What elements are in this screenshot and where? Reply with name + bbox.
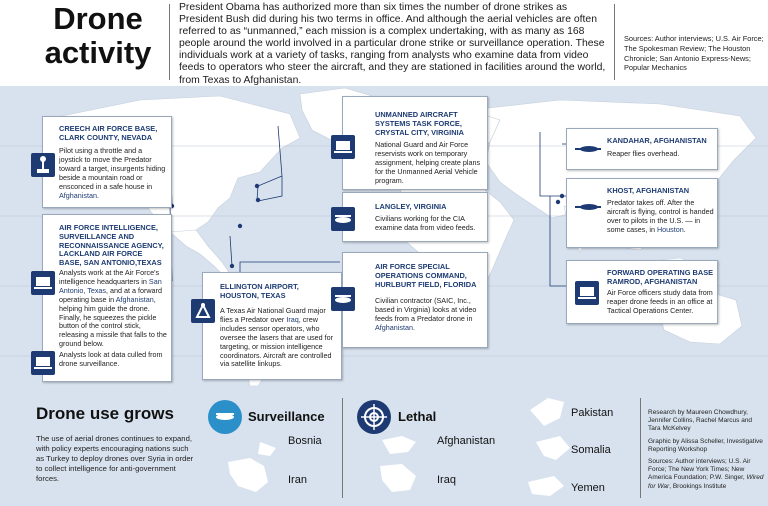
text-part: , helping him guide the drone. Finally, he squeezes the pickle button of the control stick, releasing a missile that falls to the ground below. — [59, 294, 167, 349]
location-title: KANDAHAR, AFGHANISTAN — [607, 136, 707, 145]
page-title — [28, 2, 168, 70]
world-map — [0, 86, 768, 392]
country-shapes — [372, 436, 438, 500]
location-text-extra: Analysts look at data culled from drone surveillance. — [59, 350, 163, 368]
afghanistan-link[interactable]: Afghanistan — [59, 190, 97, 200]
joystick-icon — [31, 153, 55, 177]
country-afghanistan: Afghanistan — [437, 435, 496, 447]
location-text: Reaper flies overhead. — [607, 149, 680, 158]
lethal-label: Lethal — [398, 409, 437, 424]
divider — [614, 4, 615, 80]
location-card-khost — [566, 178, 718, 248]
credits-sources — [648, 458, 766, 491]
location-title: UNMANNED AIRCRAFT SYSTEMS TASK FORCE, CRYSTAL CITY, VIRGINIA — [375, 110, 464, 137]
drone-icon — [331, 207, 355, 231]
laptop-icon — [31, 271, 55, 295]
location-card-langley — [342, 192, 488, 242]
location-title: AIR FORCE SPECIAL OPERATIONS COMMAND, HURLBURT FIELD, FLORIDA — [375, 262, 477, 289]
country-iran: Iran — [288, 474, 307, 486]
location-title: AIR FORCE INTELLIGENCE, SURVEILLANCE AND RECONNAISSANCE AGENCY, LACKLAND AIR FORCE BASE, SAN ANTONIO,TEXAS — [59, 223, 164, 268]
country-somalia: Somalia — [571, 444, 611, 456]
text-part: Civilian contractor (SAIC, Inc., based in Virginia) looks at video feeds from a Predator drone in — [375, 296, 477, 323]
country-yemen: Yemen — [571, 482, 605, 494]
text-part: A Texas Air National Guard major flies a Predator over — [220, 306, 326, 324]
country-shapes — [222, 442, 292, 498]
country-bosnia: Bosnia — [288, 435, 322, 447]
laptop-icon — [31, 351, 55, 375]
text-part: Sources: Author interviews; U.S. Air Force; The New York Times; New America Foundation; P.W. Singer, — [648, 458, 751, 482]
text-part: Predator takes off. After the aircraft is flying, control is handed over to pilots in the U.S. — in some cases, in — [607, 198, 714, 234]
location-text — [607, 199, 715, 235]
location-title: ELLINGTON AIRPORT, HOUSTON, TEXAS — [220, 282, 299, 300]
location-title: CREECH AIR FORCE BASE, CLARK COUNTY, NEVADA — [59, 124, 158, 142]
crosshair-icon — [357, 400, 391, 434]
location-title: FORWARD OPERATING BASE RAMROD, AFGHANISTAN — [607, 268, 714, 286]
iraq-link[interactable]: Iraq — [286, 314, 299, 324]
location-card-kandahar — [566, 128, 718, 170]
location-title: LANGLEY, VIRGINIA — [375, 202, 447, 211]
text-part: , Brookings Institute — [669, 482, 727, 490]
location-title: KHOST, AFGHANISTAN — [607, 186, 690, 195]
location-text — [59, 269, 167, 349]
section-title: Drone use grows — [36, 404, 174, 423]
satellite-dish-icon — [191, 299, 215, 323]
text-part: . — [96, 190, 99, 200]
drone-use-section — [0, 392, 768, 506]
surveillance-label: Surveillance — [248, 409, 325, 424]
location-card-hurlburt — [342, 252, 488, 348]
credits-research: Research by Maureen Chowdhury, Jennifer Collins, Rachel Marcus and Tara McKelvey — [648, 409, 753, 433]
title-line-1: Drone — [53, 1, 143, 36]
text-part: Analysts work at the Air Force's intelligence headquarters in — [59, 268, 160, 286]
divider — [342, 398, 343, 498]
title-line-2: activity — [44, 35, 152, 70]
credits-graphic: Graphic by Alissa Scheller, Investigative Reporting Workshop — [648, 437, 763, 453]
afghanistan-link[interactable]: Afghanistan — [375, 322, 413, 332]
location-text — [220, 307, 338, 369]
location-text: Air Force officers study data from reaper drone feeds in an office at Tactical Operations Center. — [607, 288, 713, 315]
intro-text: President Obama has authorized more than six times the number of drone strikes as President Bush did during his two terms in office. And although the aerial vehicles are often referred to as “unmanned,” each mission is a complex undertaking, with as many as 168 people around the world involved in a particular drone strike or surveillance operation. These individuals work at a variety of tasks, ranging from analysts who examine data from video feeds to operators who steer the aircraft, and they are stationed in facilities around the world, from Texas to Afghanistan. — [179, 2, 606, 86]
header — [0, 0, 768, 86]
location-card-ramrod — [566, 260, 718, 324]
location-text — [59, 147, 167, 200]
laptop-icon — [575, 281, 599, 305]
country-iraq: Iraq — [437, 474, 456, 486]
afghanistan-link[interactable]: Afghanistan — [115, 294, 154, 304]
text-part: . — [412, 322, 415, 332]
drone-icon — [331, 287, 355, 311]
text-part: Pilot using a throttle and a joystick to move the Predator toward a target, insurgents hiding beside a mountain road or ensconced in a safe house in — [59, 146, 166, 191]
sources-text: Sources: Author interviews; U.S. Air Force; The Spokesman Review; The Houston Chronicle; San Antonio Express-News; Popular Mechanics — [624, 34, 764, 73]
location-card-creech — [42, 116, 172, 208]
divider — [640, 398, 641, 498]
location-card-ellington — [202, 272, 342, 380]
book-title: Wired for War — [648, 474, 764, 490]
text-part: , crew includes sensor operators, who oversee the lasers that are used for targeting, or mission intelligence coordinators. Aircraft are controlled via satellite linkups. — [220, 314, 334, 369]
location-text: Civilians working for the CIA examine data from video feeds. — [375, 214, 476, 232]
san-antonio-link[interactable]: San Antonio, Texas — [59, 276, 162, 295]
houston-link[interactable]: Houston — [656, 224, 684, 234]
credits — [648, 409, 766, 495]
location-card-crystal-city — [342, 96, 488, 190]
surveillance-drone-icon — [208, 400, 242, 434]
location-text — [375, 297, 483, 333]
text-part: . — [683, 224, 686, 234]
location-text: National Guard and Air Force reservists work on temporary assignment, helping create plans for the Unmanned Aerial Vehicle program. — [375, 140, 481, 185]
location-card-lackland — [42, 214, 172, 382]
text-part: , and at a forward operating base in — [59, 285, 162, 304]
country-pakistan: Pakistan — [571, 407, 614, 419]
section-text: The use of aerial drones continues to expand, with policy experts encouraging nations such as Turkey to deploy drones over Syria in order to collect intelligence for anti-government forces. — [36, 434, 194, 483]
laptop-icon — [331, 135, 355, 159]
divider — [169, 4, 170, 80]
